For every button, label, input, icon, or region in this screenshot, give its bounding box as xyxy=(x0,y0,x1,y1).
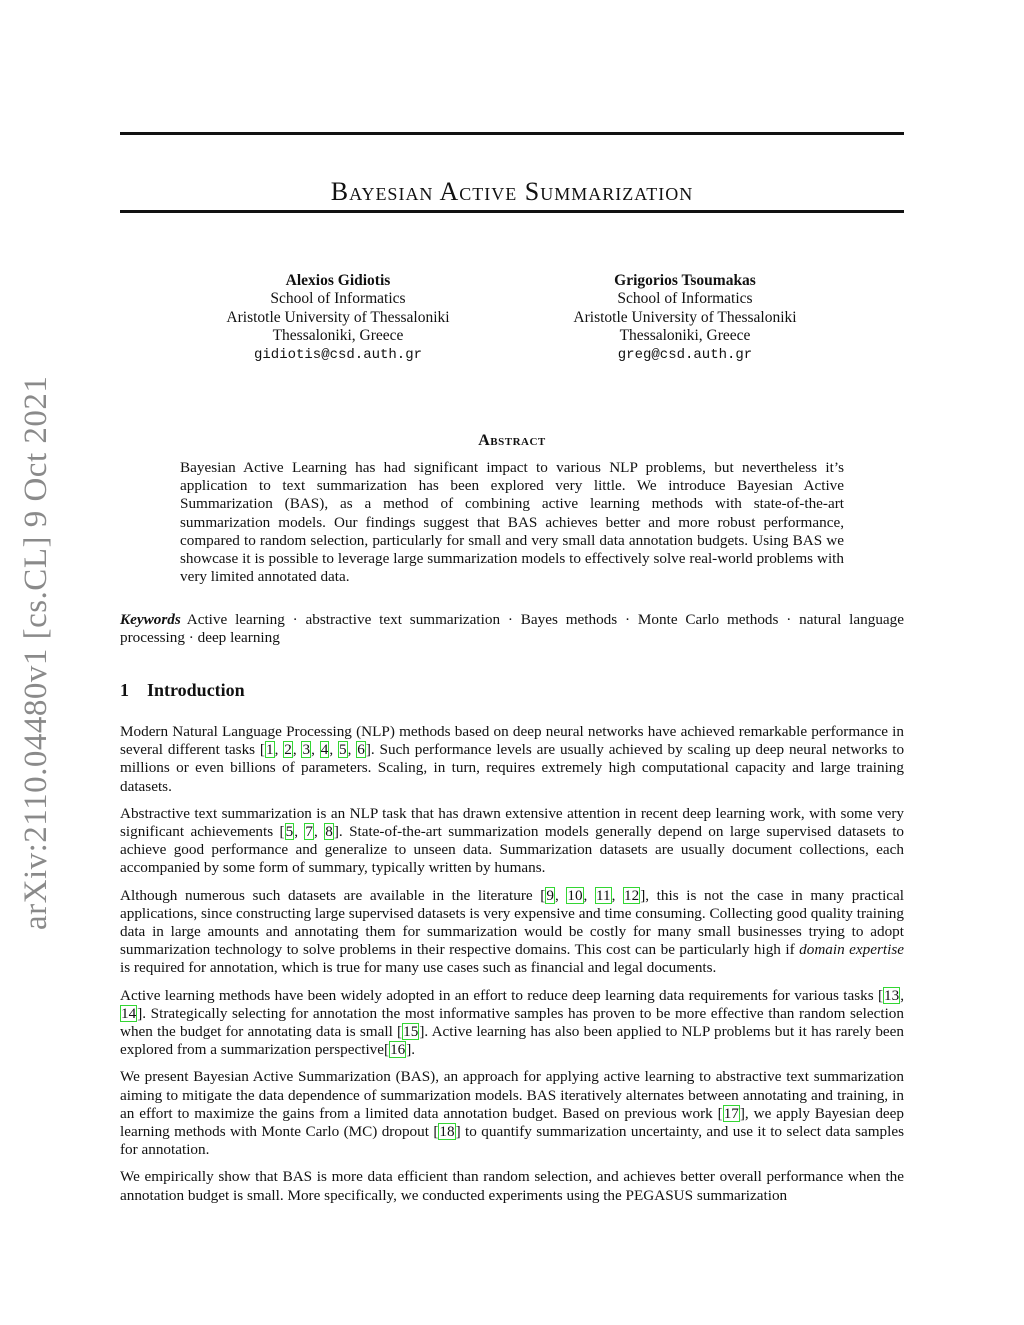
emphasized-text: domain expertise xyxy=(799,941,904,959)
section-heading xyxy=(120,680,245,701)
citation-link[interactable]: 7 xyxy=(305,823,314,841)
paragraph-text: Abstractive text summarization is an NLP task that has drawn extensive attention in recent deep learning work, with some very significant achievements [ xyxy=(120,804,904,841)
author-block-2 xyxy=(525,272,845,364)
paragraph-1: Modern Natural Language Processing (NLP) methods based on deep neural networks have achieved remarkable performance in several different tasks [1, 2, 3, 4, 5, 6]. Such performance levels are usually achieved by scaling up deep neural networks to millions or even billions of parameters. Scaling, in turn, requires extremely high computational capacity and large training datasets. xyxy=(120,723,905,795)
paragraph-6: We empirically show that BAS is more data efficient than random selection, and achieves better overall performance when the annotation budget is small. More specifically, we conducted experiments using the PEGASUS summarization xyxy=(120,1168,904,1204)
paragraph-text: ], this is not the case in many practical applications, since constructing large supervised datasets is very expensive and time consuming. Collecting good quality training data in large amounts and annotating them for summarization would be costly for many small businesses trying to adopt summarization technology to solve problems in their respective domains. This cost can be particularly high if xyxy=(120,886,905,959)
citation-link[interactable]: 1 xyxy=(265,741,274,759)
author-university: Aristotle University of Thessaloniki xyxy=(573,308,797,326)
arxiv-identifier-stamp: arXiv:2110.04480v1 [cs.CL] 9 Oct 2021 xyxy=(18,375,54,930)
author-name: Grigorios Tsoumakas xyxy=(614,272,756,289)
paper-title: Bayesian Active Summarization xyxy=(330,177,694,207)
section-title: Introduction xyxy=(147,680,245,700)
paragraph-text: Although numerous such datasets are available in the literature [ xyxy=(120,886,546,904)
citation-link[interactable]: 12 xyxy=(624,886,640,904)
paragraph-text: ]. Active learning has also been applied to NLP problems but it has rarely been explored from a summarization perspective[ xyxy=(120,1023,904,1059)
author-email[interactable]: greg@csd.auth.gr xyxy=(617,346,753,363)
citation-link[interactable]: 16 xyxy=(390,1041,406,1059)
citation-link[interactable]: 2 xyxy=(284,741,292,759)
title-rule-bottom xyxy=(120,210,904,213)
author-dept: School of Informatics xyxy=(270,290,406,308)
citation-link[interactable]: 8 xyxy=(325,823,333,841)
abstract-text: Bayesian Active Learning has had significant impact to various NLP problems, but nevertheless it’s application to text summarization has been explored very little. We introduce Bayesian Active Summarization (BAS), as a method of combining active learning methods with state-of-the-art summarization models. Our findings suggest that BAS achieves better and more robust performance, compared to random selection, particularly for small and very small data annotation budgets. Using BAS we showcase it is possible to leverage large summarization models to effectively solve real-world problems with very limited annotated data. xyxy=(180,459,844,586)
section-number: 1 xyxy=(120,680,129,700)
citation-link[interactable]: 5 xyxy=(285,823,294,841)
paragraph-text: ], we apply Bayesian deep learning methods with Monte Carlo (MC) dropout [ xyxy=(120,1104,904,1141)
citation-link[interactable]: 6 xyxy=(357,741,365,759)
citation-link[interactable]: 4 xyxy=(320,741,329,759)
paragraph-text: We present Bayesian Active Summarization (BAS), an approach for applying active learning to abstractive text summarization aiming to mitigate the data dependence of summarization models. BAS iteratively alternates between annotating and training, in an effort to maximize the gains from a limited data annotation budget. Based on previous work [ xyxy=(120,1068,904,1122)
paragraph-text: ] to quantify summarization uncertainty, and use it to select data samples for annotation. xyxy=(120,1123,904,1159)
citation-link[interactable]: 11 xyxy=(595,886,611,904)
citation-link[interactable]: 9 xyxy=(546,886,554,904)
keywords-label: Keywords xyxy=(120,611,181,628)
citation-link[interactable]: 10 xyxy=(567,886,583,904)
keywords-text: Active learning · abstractive text summarization · Bayes methods · Monte Carlo methods · natural language processing · deep learning xyxy=(120,611,904,647)
author-location: Thessaloniki, Greece xyxy=(272,327,404,345)
paragraph-text: Modern Natural Language Processing (NLP) methods based on deep neural networks have achieved remarkable performance in several different tasks [ xyxy=(120,723,904,759)
paragraph-text: ]. State-of-the-art summarization models generally depend on large supervised datasets to achieve good performance and generalize to unseen data. Summarization datasets are usually document collections, each accompanied by some form of summary, typically written by humans. xyxy=(120,823,905,877)
paragraph-2: Abstractive text summarization is an NLP task that has drawn extensive attention in recent deep learning work, with some very significant achievements [5, 7, 8]. State-of-the-art summarization models generally depend on large supervised datasets to achieve good performance and generalize to unseen data. Summarization datasets are usually document collections, each accompanied by some form of summary, typically written by humans. xyxy=(120,804,905,877)
citation-link[interactable]: 13 xyxy=(884,986,900,1004)
author-block-1 xyxy=(178,272,498,364)
paragraph-text: ]. xyxy=(406,1041,416,1059)
keywords-line xyxy=(120,611,904,647)
citation-link[interactable]: 15 xyxy=(403,1023,419,1041)
citation-link[interactable]: 5 xyxy=(338,741,347,759)
paragraph-5 xyxy=(120,1068,904,1159)
citation-link[interactable]: 3 xyxy=(302,741,311,759)
citation-link[interactable]: 14 xyxy=(121,1004,137,1022)
author-dept: School of Informatics xyxy=(617,290,753,308)
abstract-heading: Abstract xyxy=(478,432,546,449)
citation-link[interactable]: 17 xyxy=(723,1104,739,1122)
author-location: Thessaloniki, Greece xyxy=(619,327,751,345)
paragraph-text: ]. Such performance levels are usually achieved by scaling up deep neural networks to millions or even billions of parameters. Scaling, in turn, requires extremely high computational capacity and large training datasets. xyxy=(120,741,905,795)
introduction-body xyxy=(120,723,904,1214)
author-email[interactable]: gidiotis@csd.auth.gr xyxy=(253,346,423,363)
author-university: Aristotle University of Thessaloniki xyxy=(226,308,450,326)
title-rule-top xyxy=(120,132,904,135)
paragraph-text: is required for annotation, which is true for many use cases such as financial and legal documents. xyxy=(120,959,717,977)
paragraph-text: ]. Strategically selecting for annotation the most informative samples has proven to be more effective than random selection when the budget for annotating data is small [ xyxy=(120,1004,904,1041)
paragraph-3: Although numerous such datasets are available in the literature [9, 10, 11, 12], this is not the case in many practical applications, since constructing large supervised datasets is very expensive and time consuming. Collecting good quality training data in large amounts and annotating them for summarization would be costly for many small businesses trying to adopt summarization technology to solve problems in their respective domains. This cost can be particularly high if domain expertise is required for annotation, which is true for many use cases such as financial and legal documents. xyxy=(120,886,905,977)
paragraph-text: Active learning methods have been widely adopted in an effort to reduce deep learning data requirements for various tasks [ xyxy=(120,986,884,1004)
author-name: Alexios Gidiotis xyxy=(285,272,391,289)
citation-link[interactable]: 18 xyxy=(439,1123,455,1141)
paragraph-4: Active learning methods have been widely adopted in an effort to reduce deep learning data requirements for various tasks [13, 14]. Strategically selecting for annotation the most informative samples has proven to be more effective than random selection when the budget for annotating data is small [15]. Active learning has also been applied to NLP problems but it has rarely been explored from a summarization perspective[16]. xyxy=(120,986,904,1059)
